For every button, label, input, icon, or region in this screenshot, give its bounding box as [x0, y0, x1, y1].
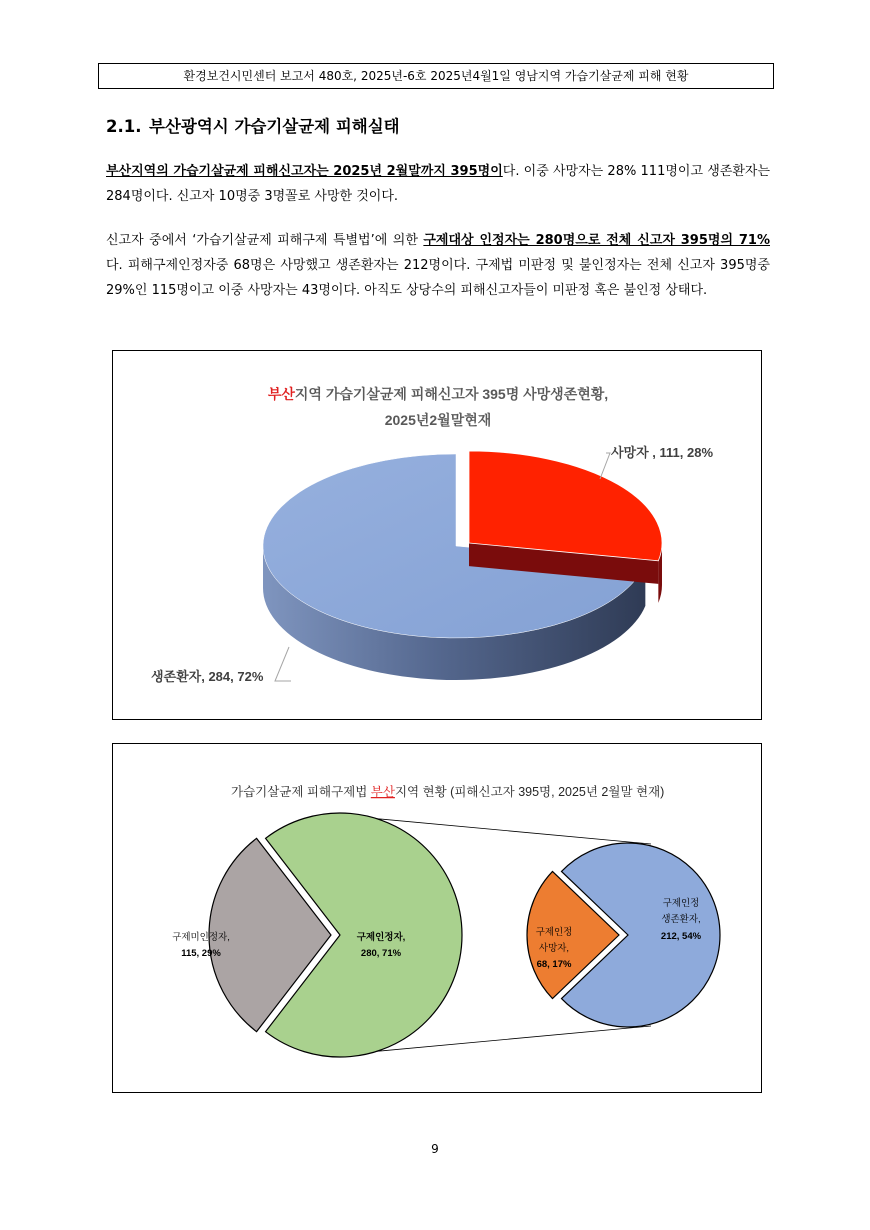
chart1-title-line2: 2025년2월말현재	[384, 412, 492, 428]
survival-pie-svg	[113, 351, 763, 721]
relief-survivor-label-2: 생존환자,	[661, 914, 701, 925]
death-label: 사망자 , 111, 28%	[611, 445, 714, 460]
unrecognized-label-2: 115, 29%	[181, 948, 221, 959]
survivor-label: 생존환자, 284, 72%	[151, 669, 264, 684]
recognized-label-1: 구제인정자,	[356, 932, 406, 943]
death-leader-line	[600, 453, 610, 479]
relief-death-label-2: 사망자,	[538, 943, 570, 954]
paragraph-1-text: 다. 이중 사망자는 28% 111명이고 생존환자는 284명이다. 신고자 10명중 3명꼴로 사망한 것이다.	[106, 164, 771, 204]
left-pie-group	[209, 813, 462, 1057]
relief-pie-svg	[113, 744, 763, 1094]
section-number: 2.1.	[106, 117, 142, 136]
survival-pie-chart	[112, 350, 762, 720]
paragraph-2-emphasis: 구제대상 인정자는 280명으로 전체 신고자 395명의 71%	[423, 233, 770, 248]
relief-survivor-label-3: 212, 54%	[660, 931, 702, 942]
recognized-label-2: 280, 71%	[360, 948, 402, 959]
death-slice	[469, 451, 662, 561]
pie-3d-group	[263, 451, 662, 680]
paragraph-2	[106, 228, 770, 303]
relief-pie-of-pie-chart	[112, 743, 762, 1093]
chart1-title-line1: 부산지역 가습기살균제 피해신고자 395명 사망생존현황,	[267, 386, 609, 402]
survivor-leader-line	[275, 647, 291, 681]
page-number: 9	[431, 1142, 439, 1156]
relief-death-label-3: 68, 17%	[536, 959, 572, 970]
section-title-text: 부산광역시 가습기살균제 피해실태	[149, 117, 400, 136]
chart2-title: 가습기살균제 피해구제법 부산지역 현황 (피해신고자 395명, 2025년 2월말 현재)	[231, 785, 665, 799]
section-title	[106, 113, 400, 137]
paragraph-1-emphasis: 부산지역의 가습기살균제 피해신고자는 2025년 2월말까지 395명이	[106, 164, 503, 179]
paragraph-2-text-a: 신고자 중에서 ‘가습기살균제 피해구제 특별법’에 의한	[106, 233, 424, 248]
paragraph-1	[106, 159, 770, 209]
report-header: 환경보건시민센터 보고서 480호, 2025년-6호 2025년4월1일 영남지역 가습기살균제 피해 현황	[98, 63, 774, 89]
paragraph-2-text-b: 다. 피해구제인정자중 68명은 사망했고 생존환자는 212명이다. 구제법 미판정 및 불인정자는 전체 신고자 395명중 29%인 115명이고 이중 사망자는 43명이다. 아직도 상당수의 피해신고자들이 미판정 혹은 불인정 상태다.	[106, 258, 770, 298]
relief-death-label-1: 구제인정	[535, 927, 573, 938]
relief-survivor-label-1: 구제인정	[662, 898, 700, 909]
unrecognized-label-1: 구제미인정자,	[172, 932, 230, 943]
